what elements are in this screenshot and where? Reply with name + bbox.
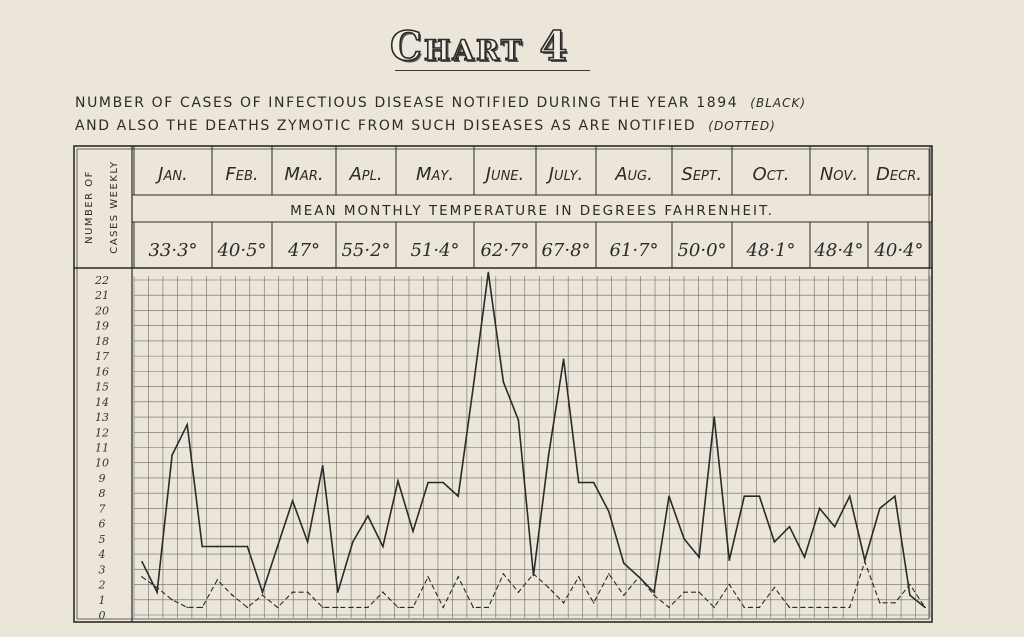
month-label: Sept. [681, 164, 723, 185]
cases-point [653, 591, 655, 593]
deaths-point [367, 607, 369, 609]
deaths-point [924, 607, 926, 609]
y-tick-label: 6 [98, 517, 106, 531]
chart-title: Chart 4 [390, 23, 570, 70]
month-label: July. [548, 164, 584, 185]
cases-point [683, 538, 685, 540]
deaths-point [322, 607, 324, 609]
cases-point [728, 559, 730, 561]
cases-point [427, 482, 429, 484]
deaths-point [563, 602, 565, 604]
inner-border [77, 149, 929, 619]
temperature-value: 51·4° [410, 240, 460, 261]
y-tick-label: 20 [95, 304, 109, 318]
deaths-point [894, 602, 896, 604]
cases-point [789, 526, 791, 528]
deaths-point [262, 594, 264, 596]
deaths-point [759, 607, 761, 609]
cases-point [337, 591, 339, 593]
temperature-value: 50·0° [677, 240, 727, 261]
deaths-point [503, 573, 505, 575]
deaths-point [548, 587, 550, 589]
deaths-point [638, 576, 640, 578]
cases-point [141, 561, 143, 563]
cases-point [397, 480, 399, 482]
subtitle-text-2: AND ALSO THE DEATHS ZYMOTIC FROM SUCH DISEASES AS ARE NOTIFIED [75, 118, 697, 134]
cases-point [578, 482, 580, 484]
cases-point [412, 530, 414, 532]
series-line-cases [142, 272, 925, 607]
y-tick-label: 14 [95, 395, 109, 409]
y-axis-label-line-2: CASES WEEKLY [109, 160, 120, 254]
deaths-point [382, 591, 384, 593]
deaths-point [879, 602, 881, 604]
deaths-point [232, 594, 234, 596]
cases-point [623, 562, 625, 564]
series-lines [141, 272, 926, 609]
cases-point [262, 591, 264, 593]
month-label: Decr. [876, 164, 922, 185]
cases-point [548, 454, 550, 456]
month-label: May. [415, 164, 455, 185]
cases-point [909, 594, 911, 596]
deaths-point [442, 607, 444, 609]
y-tick-label: 13 [95, 411, 109, 425]
deaths-point [698, 591, 700, 593]
cases-point [322, 465, 324, 467]
deaths-point [277, 607, 279, 609]
cases-point [201, 546, 203, 548]
cases-point [442, 482, 444, 484]
temperature-value: 67·8° [541, 240, 591, 261]
cases-point [457, 495, 459, 497]
cases-point [668, 495, 670, 497]
y-tick-label: 5 [98, 532, 106, 546]
cases-point [713, 416, 715, 418]
cases-point [186, 424, 188, 426]
deaths-point [412, 607, 414, 609]
deaths-point [201, 607, 203, 609]
y-tick-label: 3 [98, 563, 106, 577]
deaths-point [488, 607, 490, 609]
y-tick-label: 11 [95, 441, 109, 455]
subtitle-note-black: (BLACK) [750, 96, 807, 110]
cases-point [156, 591, 158, 593]
deaths-point [457, 576, 459, 578]
deaths-point [819, 607, 821, 609]
y-tick-label: 21 [95, 289, 109, 303]
month-label: Apl. [349, 164, 383, 185]
cases-point [819, 508, 821, 510]
y-tick-label: 10 [95, 456, 109, 470]
y-tick-label: 9 [98, 471, 106, 485]
temperature-value: 55·2° [341, 240, 391, 261]
cases-point [352, 541, 354, 543]
y-tick-label: 2 [98, 578, 106, 592]
cases-point [367, 515, 369, 517]
cases-point [307, 541, 309, 543]
cases-point [488, 272, 490, 274]
deaths-point [247, 607, 249, 609]
month-header-row [134, 146, 930, 195]
y-axis [94, 274, 109, 622]
y-axis-label-line-1: NUMBER OF [84, 170, 95, 244]
cases-point [698, 556, 700, 558]
month-label: Feb. [225, 164, 259, 185]
y-tick-label: 1 [98, 593, 106, 607]
cases-point [247, 546, 249, 548]
y-tick-label: 12 [95, 426, 109, 440]
temperature-value: 62·7° [480, 240, 530, 261]
month-label: Jan. [158, 164, 188, 185]
cases-point [292, 500, 294, 502]
temperature-value: 48·4° [814, 240, 864, 261]
deaths-point [518, 591, 520, 593]
cases-point [518, 419, 520, 421]
deaths-point [744, 607, 746, 609]
month-label: Aug. [615, 164, 653, 185]
deaths-point [683, 591, 685, 593]
cases-point [382, 546, 384, 548]
cases-point [804, 556, 806, 558]
deaths-point [427, 576, 429, 578]
temperature-row [134, 222, 930, 268]
y-tick-label: 22 [95, 274, 109, 287]
subtitle-text-1: NUMBER OF CASES OF INFECTIOUS DISEASE NOTIFIED DURING THE YEAR 1894 [75, 95, 739, 111]
temperature-value: 40·4° [874, 240, 924, 261]
deaths-point [156, 587, 158, 589]
cases-point [744, 495, 746, 497]
deaths-point [804, 607, 806, 609]
cases-point [563, 358, 565, 360]
deaths-point [849, 607, 851, 609]
deaths-point [472, 607, 474, 609]
month-label: June. [485, 164, 525, 185]
deaths-point [397, 607, 399, 609]
cases-point [503, 381, 505, 383]
deaths-point [668, 607, 670, 609]
temperature-value: 40·5° [217, 240, 267, 261]
y-tick-label: 18 [95, 334, 109, 348]
y-tick-label: 15 [95, 380, 109, 394]
temperature-caption: MEAN MONTHLY TEMPERATURE IN DEGREES FAHRENHEIT. [290, 203, 774, 219]
deaths-point [789, 607, 791, 609]
cases-point [608, 511, 610, 513]
deaths-point [774, 587, 776, 589]
deaths-point [653, 594, 655, 596]
deaths-point [608, 573, 610, 575]
deaths-point [713, 607, 715, 609]
deaths-point [578, 576, 580, 578]
deaths-point [186, 607, 188, 609]
y-tick-label: 8 [98, 487, 106, 501]
deaths-point [337, 607, 339, 609]
y-tick-label: 0 [98, 609, 106, 622]
y-tick-label: 7 [98, 502, 106, 516]
deaths-point [593, 602, 595, 604]
deaths-point [834, 607, 836, 609]
deaths-point [533, 573, 535, 575]
deaths-point [307, 591, 309, 593]
y-tick-label: 17 [95, 350, 109, 364]
month-label: Mar. [284, 164, 324, 185]
cases-point [834, 526, 836, 528]
deaths-point [292, 591, 294, 593]
deaths-point [171, 599, 173, 601]
cases-point [593, 482, 595, 484]
cases-point [216, 546, 218, 548]
cases-point [277, 546, 279, 548]
y-tick-label: 4 [98, 548, 106, 562]
deaths-point [141, 576, 143, 578]
cases-point [759, 495, 761, 497]
temperature-value: 33·3° [148, 240, 198, 261]
deaths-point [864, 561, 866, 563]
deaths-point [728, 584, 730, 586]
cases-point [472, 386, 474, 388]
cases-point [849, 495, 851, 497]
deaths-point [623, 594, 625, 596]
y-tick-label: 16 [95, 365, 109, 379]
month-label: Nov. [819, 164, 859, 185]
temperature-value: 48·1° [746, 240, 796, 261]
deaths-point [216, 579, 218, 581]
month-label: Oct. [752, 164, 790, 185]
deaths-point [352, 607, 354, 609]
cases-point [879, 508, 881, 510]
y-tick-label: 19 [95, 319, 109, 333]
cases-point [171, 454, 173, 456]
cases-point [774, 541, 776, 543]
temperature-value: 61·7° [609, 240, 659, 261]
cases-point [232, 546, 234, 548]
cases-point [894, 495, 896, 497]
temperature-value: 47° [288, 240, 320, 261]
deaths-point [909, 584, 911, 586]
subtitle-note-dotted: (DOTTED) [708, 119, 776, 133]
